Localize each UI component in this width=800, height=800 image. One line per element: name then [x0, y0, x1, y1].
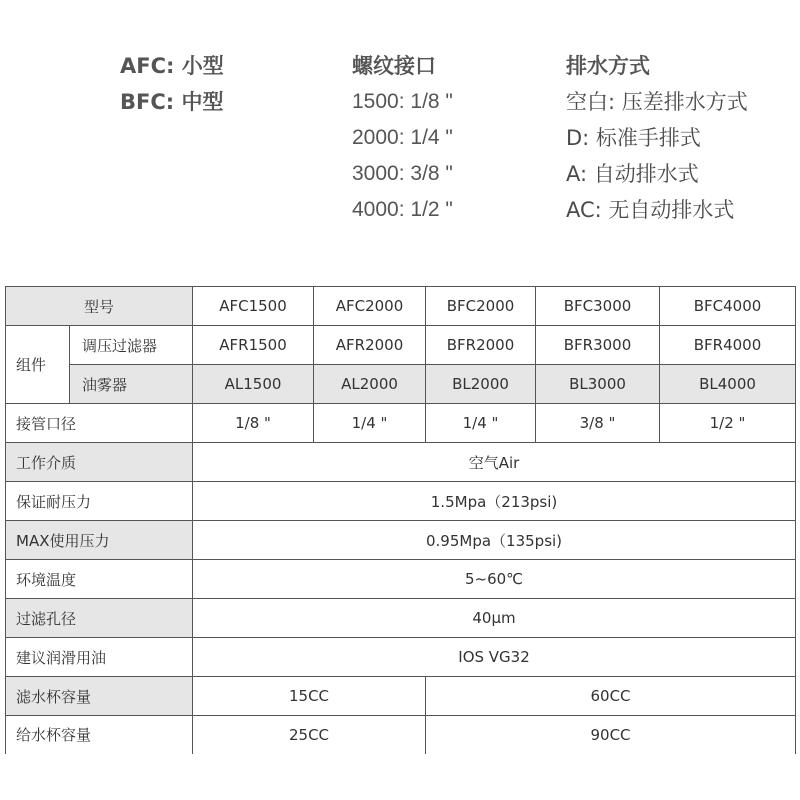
supply-label: 给水杯容量	[6, 716, 193, 754]
table-row	[6, 404, 796, 443]
thread-item: 2000: 1/4 "	[352, 126, 453, 149]
table-row	[6, 365, 796, 404]
lubricator-label: 油雾器	[70, 365, 193, 404]
regulator-cell: AFR2000	[314, 326, 426, 365]
port-label: 接管口径	[6, 404, 193, 443]
filter-value: 40μm	[193, 599, 796, 638]
table-row	[6, 638, 796, 677]
drain-column	[566, 48, 748, 228]
thread-title: 螺纹接口	[352, 54, 436, 78]
port-cell: 3/8 "	[536, 404, 660, 443]
table-row	[6, 326, 796, 365]
regulator-cell: AFR1500	[193, 326, 314, 365]
drain-item: D: 标准手排式	[566, 126, 701, 150]
table-row	[6, 443, 796, 482]
regulator-cell: BFR4000	[660, 326, 796, 365]
spec-table	[5, 286, 796, 754]
port-cell: 1/4 "	[426, 404, 536, 443]
table-row	[6, 482, 796, 521]
max-value: 0.95Mpa（135psi)	[193, 521, 796, 560]
table-row	[6, 521, 796, 560]
component-label: 组件	[6, 326, 70, 404]
table-row	[6, 287, 796, 326]
drain-item: AC: 无自动排水式	[566, 198, 735, 222]
lubricator-cell: BL4000	[660, 365, 796, 404]
model-label: 型号	[6, 287, 193, 326]
temp-value: 5~60℃	[193, 560, 796, 599]
port-cell: 1/2 "	[660, 404, 796, 443]
port-cell: 1/4 "	[314, 404, 426, 443]
bowl-value-medium: 60CC	[426, 677, 796, 716]
lubricator-cell: BL3000	[536, 365, 660, 404]
max-label: MAX使用压力	[6, 521, 193, 560]
oil-label: 建议润滑用油	[6, 638, 193, 677]
proof-label: 保证耐压力	[6, 482, 193, 521]
series-column	[120, 48, 224, 120]
thread-item: 1500: 1/8 "	[352, 90, 453, 113]
model-cell: BFC3000	[536, 287, 660, 326]
table-row	[6, 716, 796, 754]
lubricator-cell: BL2000	[426, 365, 536, 404]
bowl-value-small: 15CC	[193, 677, 426, 716]
oil-value: IOS VG32	[193, 638, 796, 677]
thread-column	[352, 48, 453, 228]
table-row	[6, 560, 796, 599]
drain-item: A: 自动排水式	[566, 162, 699, 186]
regulator-cell: BFR2000	[426, 326, 536, 365]
table-row	[6, 599, 796, 638]
medium-label: 工作介质	[6, 443, 193, 482]
supply-value-small: 25CC	[193, 716, 426, 754]
drain-title: 排水方式	[566, 54, 650, 78]
temp-label: 环境温度	[6, 560, 193, 599]
drain-item: 空白: 压差排水方式	[566, 90, 748, 114]
proof-value: 1.5Mpa（213psi)	[193, 482, 796, 521]
series-bfc: BFC: 中型	[120, 90, 224, 114]
model-cell: BFC4000	[660, 287, 796, 326]
bowl-label: 滤水杯容量	[6, 677, 193, 716]
supply-value-medium: 90CC	[426, 716, 796, 754]
lubricator-cell: AL1500	[193, 365, 314, 404]
legend	[0, 48, 800, 248]
regulator-cell: BFR3000	[536, 326, 660, 365]
thread-item: 4000: 1/2 "	[352, 198, 453, 221]
lubricator-cell: AL2000	[314, 365, 426, 404]
model-cell: BFC2000	[426, 287, 536, 326]
model-cell: AFC1500	[193, 287, 314, 326]
medium-value: 空气Air	[193, 443, 796, 482]
regulator-label: 调压过滤器	[70, 326, 193, 365]
port-cell: 1/8 "	[193, 404, 314, 443]
filter-label: 过滤孔径	[6, 599, 193, 638]
table-row	[6, 677, 796, 716]
thread-item: 3000: 3/8 "	[352, 162, 453, 185]
series-afc: AFC: 小型	[120, 54, 224, 78]
model-cell: AFC2000	[314, 287, 426, 326]
